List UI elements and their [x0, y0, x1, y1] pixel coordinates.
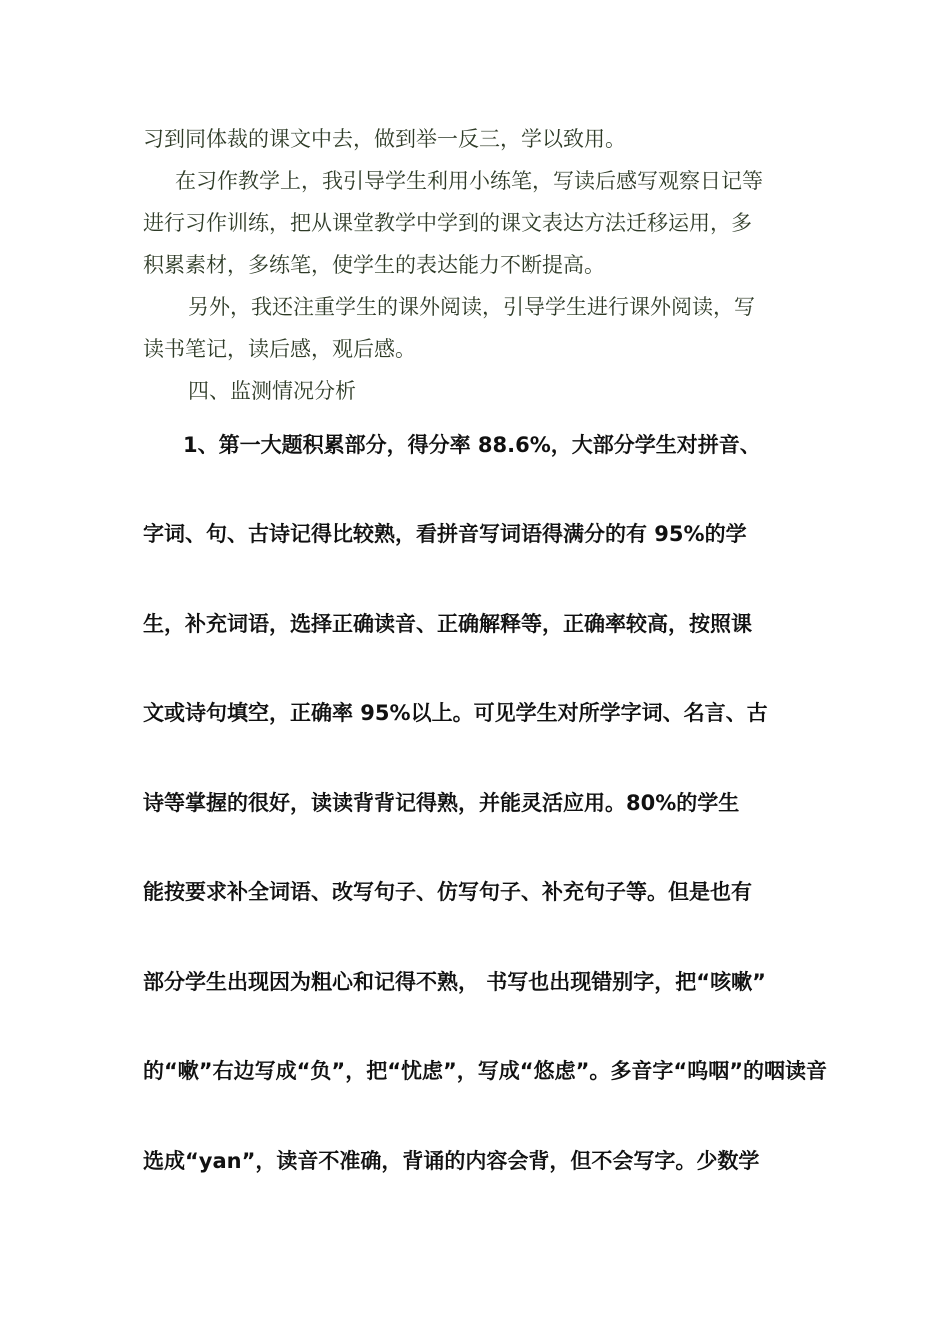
text-line: 进行习作训练，把从课堂教学中学到的课文表达方法迁移运用，多 — [143, 211, 752, 235]
text-line: 习到同体裁的课文中去，做到举一反三，学以致用。 — [143, 127, 626, 151]
text-line: 诗等掌握的很好，读读背背记得熟，并能灵活应用。80%的学生 — [143, 791, 740, 815]
text-line: 选成“yan”，读音不准确，背诵的内容会背，但不会写字。少数学 — [143, 1149, 760, 1173]
text-line: 读书笔记，读后感，观后感。 — [143, 337, 416, 361]
text-line: 生，补充词语，选择正确读音、正确解释等，正确率较高，按照课 — [143, 612, 752, 636]
text-line: 在习作教学上，我引导学生利用小练笔，写读后感写观察日记等 — [175, 169, 763, 193]
text-line: 文或诗句填空，正确率 95%以上。可见学生对所学字词、名言、古 — [143, 701, 768, 725]
text-line: 积累素材，多练笔，使学生的表达能力不断提高。 — [143, 253, 605, 277]
section-heading: 四、监测情况分析 — [188, 379, 356, 403]
text-line: 的“嗽”右边写成“负”，把“忧虑”，写成“悠虑”。多音字“呜咽”的咽读音 — [143, 1059, 828, 1083]
text-line: 另外，我还注重学生的课外阅读，引导学生进行课外阅读，写 — [188, 295, 755, 319]
text-line: 1、第一大题积累部分，得分率 88.6%，大部分学生对拼音、 — [183, 433, 761, 457]
text-line: 字词、句、古诗记得比较熟，看拼音写词语得满分的有 95%的学 — [143, 522, 747, 546]
text-line: 部分学生出现因为粗心和记得不熟， 书写也出现错别字，把“咳嗽” — [143, 970, 766, 994]
text-line: 能按要求补全词语、改写句子、仿写句子、补充句子等。但是也有 — [143, 880, 752, 904]
